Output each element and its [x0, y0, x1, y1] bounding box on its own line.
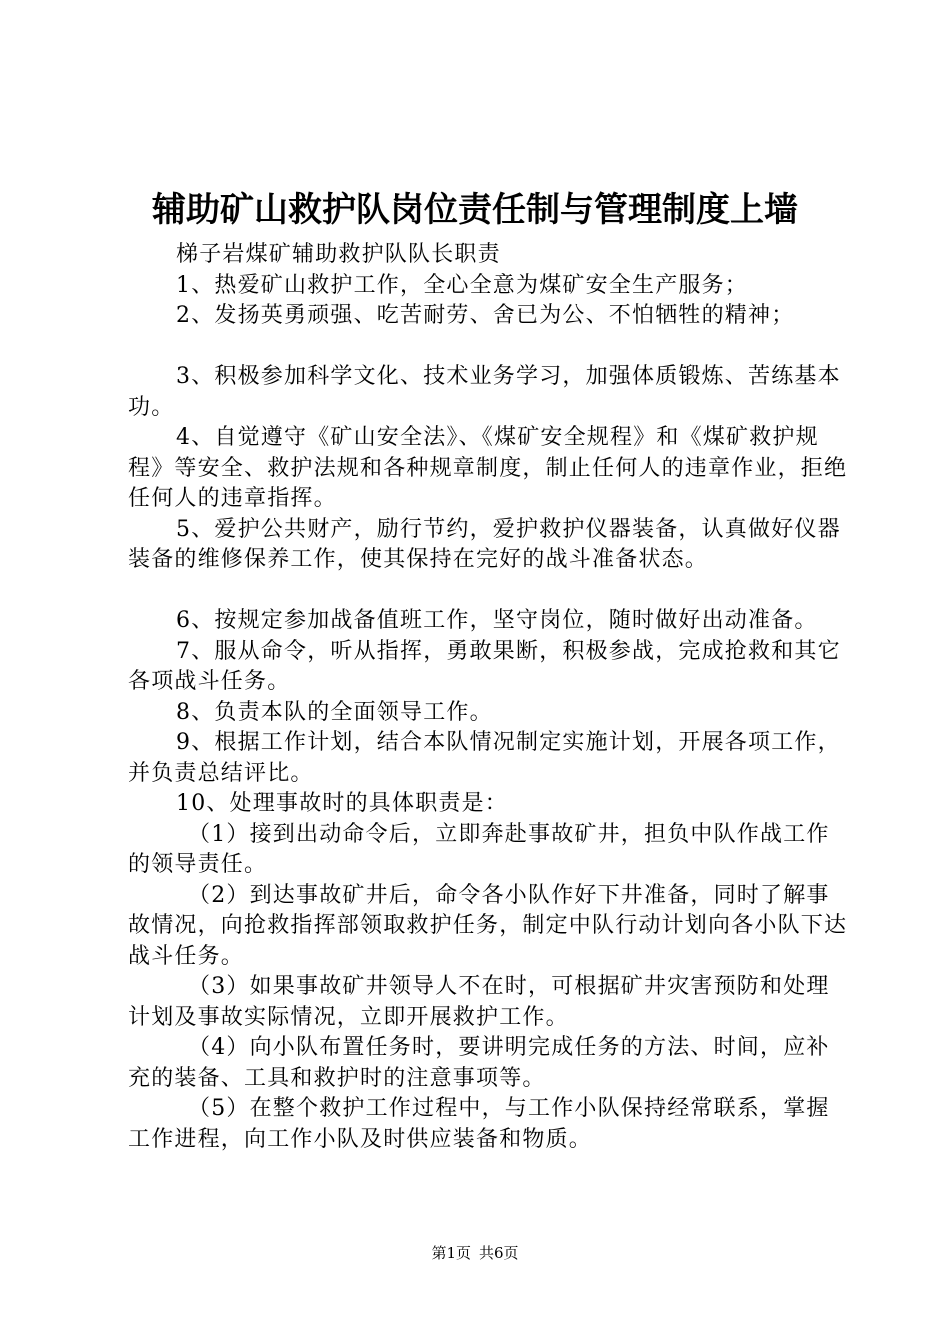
duty-item: 5、爱护公共财产，励行节约，爱护救护仪器装备，认真做好仪器装备的维修保养工作，使其保持在完好的战斗准备状态。: [128, 516, 841, 572]
section-heading: 梯子岩煤矿辅助救护队队长职责: [176, 242, 501, 267]
duty-item: 6、按规定参加战备值班工作，坚守岗位，随时做好出动准备。: [176, 608, 818, 633]
page-total: 共6页: [479, 1244, 519, 1262]
duty-item: 10、处理事故时的具体职责是：: [176, 791, 508, 816]
duty-subitem: （1）接到出动命令后，立即奔赴事故矿井，担负中队作战工作的领导责任。: [128, 821, 830, 877]
duty-item: 7、服从命令，听从指挥，勇敢果断，积极参战，完成抢救和其它各项战斗任务。: [128, 638, 841, 694]
duty-subitem: （2）到达事故矿井后，命令各小队作好下井准备，同时了解事故情况，向抢救指挥部领取救护任务，制定中队行动计划向各小队下达战斗任务。: [128, 882, 848, 969]
duty-item: 2、发扬英勇顽强、吃苦耐劳、舍已为公、不怕牺牲的精神；: [176, 303, 795, 328]
page-footer: [0, 1243, 950, 1263]
duty-subitem: （4）向小队布置任务时，要讲明完成任务的方法、时间，应补充的装备、工具和救护时的注意事项等。: [128, 1035, 830, 1091]
duty-subitem: （5）在整个救护工作过程中，与工作小队保持经常联系，掌握工作进程，向工作小队及时供应装备和物质。: [128, 1096, 830, 1152]
duty-item: 4、自觉遵守《矿山安全法》、《煤矿安全规程》和《煤矿救护规程》等安全、救护法规和各种规章制度，制止任何人的违章作业，拒绝任何人的违章指挥。: [128, 425, 848, 511]
duty-item: 8、负责本队的全面领导工作。: [176, 699, 493, 725]
paragraph-gap: [128, 576, 848, 607]
duty-item: 9、根据工作计划，结合本队情况制定实施计划，开展各项工作，并负责总结评比。: [128, 730, 841, 786]
paragraph-gap: [128, 332, 848, 363]
document-body: [128, 240, 848, 1155]
duty-item: 1、热爱矿山救护工作，全心全意为煤矿安全生产服务；: [176, 272, 748, 298]
duty-subitem: （3）如果事故矿井领导人不在时，可根据矿井灾害预防和处理计划及事故实际情况，立即开展救护工作。: [128, 974, 830, 1030]
page-number: 第1页: [431, 1244, 471, 1262]
duty-item: 3、积极参加科学文化、技术业务学习，加强体质锻炼、苦练基本功。: [128, 364, 841, 420]
document-title: 辅助矿山救护队岗位责任制与管理制度上墙: [152, 190, 798, 230]
